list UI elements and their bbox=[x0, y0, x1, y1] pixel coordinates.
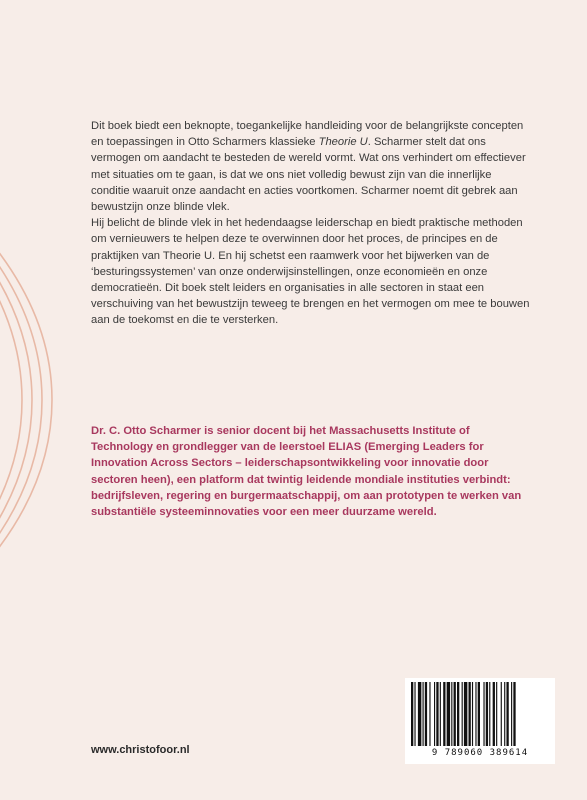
barcode-bar bbox=[411, 682, 413, 746]
barcode-bar bbox=[429, 682, 430, 746]
barcode-bar bbox=[504, 682, 505, 746]
barcode-bar bbox=[506, 682, 508, 746]
barcode-bar bbox=[475, 682, 476, 746]
barcode-bars bbox=[411, 682, 549, 746]
barcode-bar bbox=[486, 682, 488, 746]
book-title-italic: Theorie U bbox=[318, 136, 368, 149]
barcode-bar bbox=[414, 682, 415, 746]
barcode-bar bbox=[513, 682, 515, 746]
barcode-bar bbox=[447, 682, 450, 746]
barcode-bar bbox=[501, 682, 502, 746]
barcode-bar bbox=[423, 682, 424, 746]
barcode-bar bbox=[483, 682, 484, 746]
barcode-bar bbox=[451, 682, 452, 746]
barcode-bar bbox=[462, 682, 463, 746]
barcode-bar bbox=[489, 682, 490, 746]
description-paragraph-1: Dit boek biedt een beknopte, toegankelijke handleiding voor de belangrijkste concepten en toepassingen in Otto Scharmers klassieke Theorie U. Scharmer stelt dat ons vermogen om aandacht te besteden de wereld vormt. Wat ons verhindert om effectiever met situaties om te gaan, is dat we ons niet volledig bewust zijn van die innerlijke conditie waaruit onze aandacht en acties voortkomen. Scharmer noemt dit gebrek aan bewustzijn onze blinde vlek. bbox=[91, 120, 526, 214]
isbn-number: 9 789060 389614 bbox=[431, 748, 529, 758]
barcode-bar bbox=[457, 682, 459, 746]
barcode-bar bbox=[464, 682, 467, 746]
description-paragraph-2: Hij belicht de blinde vlek in het hedendaagse leiderschap en biedt praktische methoden om vernieuwers te helpen deze te overwinnen door het proces, de principes en de praktijken van Theorie U. En hij schetst een raamwerk voor het bijwerken van de ‘besturingssystemen’ van onze onderwijsinstellingen, onze economieën en onze democratieën. Dit boek stelt leiders en organisaties in alle sectoren in staat een verschuiving van het bewustzijn teweeg te brengen en het vermogen om mee te bouwen aan de toekomst en die te versterken. bbox=[91, 217, 530, 327]
barcode-bar bbox=[418, 682, 421, 746]
barcode-bar bbox=[478, 682, 480, 746]
barcode-bar bbox=[469, 682, 471, 746]
barcode-bar bbox=[511, 682, 512, 746]
book-description bbox=[91, 118, 531, 329]
barcode-bar bbox=[443, 682, 445, 746]
barcode-bar bbox=[496, 682, 497, 746]
barcode-bar bbox=[454, 682, 456, 746]
barcode-bar bbox=[493, 682, 495, 746]
author-bio: Dr. C. Otto Scharmer is senior docent bij het Massachusetts Institute of Technology en grondlegger van de leerstoel ELIAS (Emerging Leaders for Innovation Across Sectors – leiderschapsontwikkeling voor innovatie door sectoren heen), een platform dat twintig leidende mondiale instituties verbindt: bedrijfsleven, regering en burgermaatschappij, om aan prototypen te werken van substantiële systeeminnovaties voor een meer duurzame wereld. bbox=[91, 425, 522, 519]
isbn-barcode bbox=[405, 678, 555, 764]
barcode-bar bbox=[436, 682, 438, 746]
barcode-bar bbox=[425, 682, 427, 746]
publisher-website[interactable]: www.christofoor.nl bbox=[91, 744, 190, 756]
barcode-bar bbox=[440, 682, 441, 746]
barcode-bar bbox=[472, 682, 473, 746]
barcode-bar bbox=[434, 682, 435, 746]
